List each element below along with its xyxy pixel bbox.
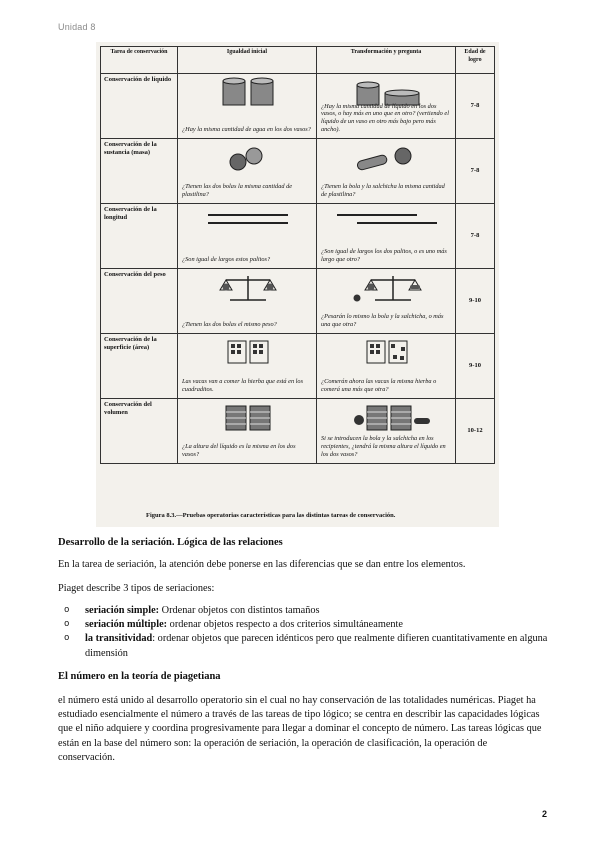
two-balls-icon	[178, 142, 318, 174]
initial-cell	[178, 74, 317, 139]
question-text: ¿La altura del líquido es la misma en los dos vasos?	[182, 443, 296, 459]
transform-cell	[317, 74, 456, 139]
question-text: ¿Hay la misma cantidad de agua en los dos vasos?	[182, 126, 311, 134]
task-cell: Conservación del volumen	[101, 399, 178, 464]
figure-caption: Figura 8.3.—Pruebas operatorias características para las distintas tareas de conservación.	[146, 512, 396, 519]
term: seriación múltiple:	[85, 619, 168, 631]
transform-cell	[317, 139, 456, 204]
paragraph: el número está unido al desarrollo operatorio sin el cual no hay conservación de las totalidades numéricas. Piaget ha estudiado esencialmente el número a través de las tareas de tipo lógico; se centra en describir las capacidades lógicas que el niño adquiere y coordina progresivamente para llegar a dominar el concepto de número. Las tareas lógicas que están en la base del número son: la operación de seriación, la operación de clasificación, la operación de conservación.	[58, 695, 542, 763]
task-cell: Conservación de líquido	[101, 74, 178, 139]
age-cell: 10-12	[456, 399, 495, 464]
balance-scale-icon	[178, 272, 318, 304]
table-row	[101, 269, 495, 334]
age-cell: 9-10	[456, 269, 495, 334]
question-text: ¿Tienen la bola y la salchicha la misma cantidad de plastilina?	[321, 183, 445, 199]
grass-fields-icon	[317, 337, 457, 369]
table-row	[101, 139, 495, 204]
transform-cell	[317, 334, 456, 399]
paragraph: En la tarea de seriación, la atención debe ponerse en las diferencias que se dan entre los elementos.	[58, 559, 466, 570]
ball-and-sausage-icon	[317, 142, 457, 174]
initial-cell	[178, 139, 317, 204]
definition: ordenar objetos respecto a dos criterios simultáneamente	[167, 619, 403, 631]
age-cell: 9-10	[456, 334, 495, 399]
section-heading-number: El número en la teoría de piagetiana	[58, 671, 221, 682]
table-row	[101, 399, 495, 464]
header-age: Edad de logro	[456, 47, 495, 74]
unit-header: Unidad 8	[58, 22, 96, 32]
header-initial: Igualdad inicial	[178, 47, 317, 74]
header-transform: Transformación y pregunta	[317, 47, 456, 74]
grass-fields-icon	[178, 337, 318, 369]
task-cell: Conservación de la longitud	[101, 204, 178, 269]
bullet-icon: o	[64, 633, 70, 644]
age-cell: 7-8	[456, 204, 495, 269]
question-text: ¿Hay la misma cantidad de líquido en los dos vasos, o hay más en uno que en otro? (vertiendo el líquido de un vaso en otro más bajo pero más ancho).	[321, 102, 449, 134]
paragraph: Piaget describe 3 tipos de seriaciones:	[58, 583, 215, 594]
transform-cell	[317, 399, 456, 464]
initial-cell	[178, 399, 317, 464]
question-text: ¿Son igual de largos estos palitos?	[182, 256, 271, 264]
shifted-sticks-icon	[317, 207, 457, 239]
table-row	[101, 204, 495, 269]
question-text: ¿Tienen las dos bolas la misma cantidad de plastilina?	[182, 183, 293, 199]
two-sticks-icon	[178, 207, 318, 239]
question-text: Las vacas van a comer la hierba que está en los cuadraditos.	[182, 378, 304, 394]
age-cell: 7-8	[456, 139, 495, 204]
question-text: ¿Son igual de largos los dos palitos, o es uno más largo que otro?	[321, 248, 447, 264]
question-text: ¿Comerán ahora las vacas la misma hierba o comerá una más que otra?	[321, 378, 437, 394]
question-text: ¿Tienen las dos bolas el mismo peso?	[182, 321, 277, 329]
bullet-icon: o	[64, 619, 70, 630]
task-cell: Conservación del peso	[101, 269, 178, 334]
table-header-row	[101, 47, 495, 74]
header-task: Tarea de conservación	[101, 47, 178, 74]
definition: : ordenar objetos que parecen idénticos pero que realmente difieren cuantitativamente en alguna dimensión	[85, 633, 548, 659]
bullet-icon: o	[64, 605, 70, 615]
task-cell: Conservación de la sustancia (masa)	[101, 139, 178, 204]
initial-cell	[178, 334, 317, 399]
list-item	[58, 618, 548, 632]
table-row	[101, 334, 495, 399]
balance-scale-icon	[317, 272, 457, 304]
table-row	[101, 74, 495, 139]
page-number: 2	[542, 809, 548, 819]
initial-cell	[178, 204, 317, 269]
list-item	[58, 604, 548, 618]
seriation-types-list	[58, 604, 548, 661]
question-text: ¿Pesarán lo mismo la bola y la salchicha, o más una que otra?	[321, 313, 444, 329]
list-item	[58, 632, 548, 660]
definition: Ordenar objetos con distintos tamaños	[159, 605, 320, 616]
two-glasses-icon	[178, 77, 318, 109]
section-heading-seriation: Desarrollo de la seriación. Lógica de las relaciones	[58, 537, 283, 548]
age-cell: 7-8	[456, 74, 495, 139]
term: seriación simple:	[85, 605, 160, 616]
two-containers-icon	[178, 402, 318, 434]
task-cell: Conservación de la superficie (área)	[101, 334, 178, 399]
containers-with-objects-icon	[317, 402, 457, 434]
term: la transitividad	[85, 633, 153, 645]
question-text: Si se introducen la bola y la salchicha en los recipientes, ¿tendrá la misma altura el líquido en los dos vasos?	[321, 435, 446, 459]
initial-cell	[178, 269, 317, 334]
conservation-table	[100, 46, 495, 464]
transform-cell	[317, 269, 456, 334]
transform-cell	[317, 204, 456, 269]
